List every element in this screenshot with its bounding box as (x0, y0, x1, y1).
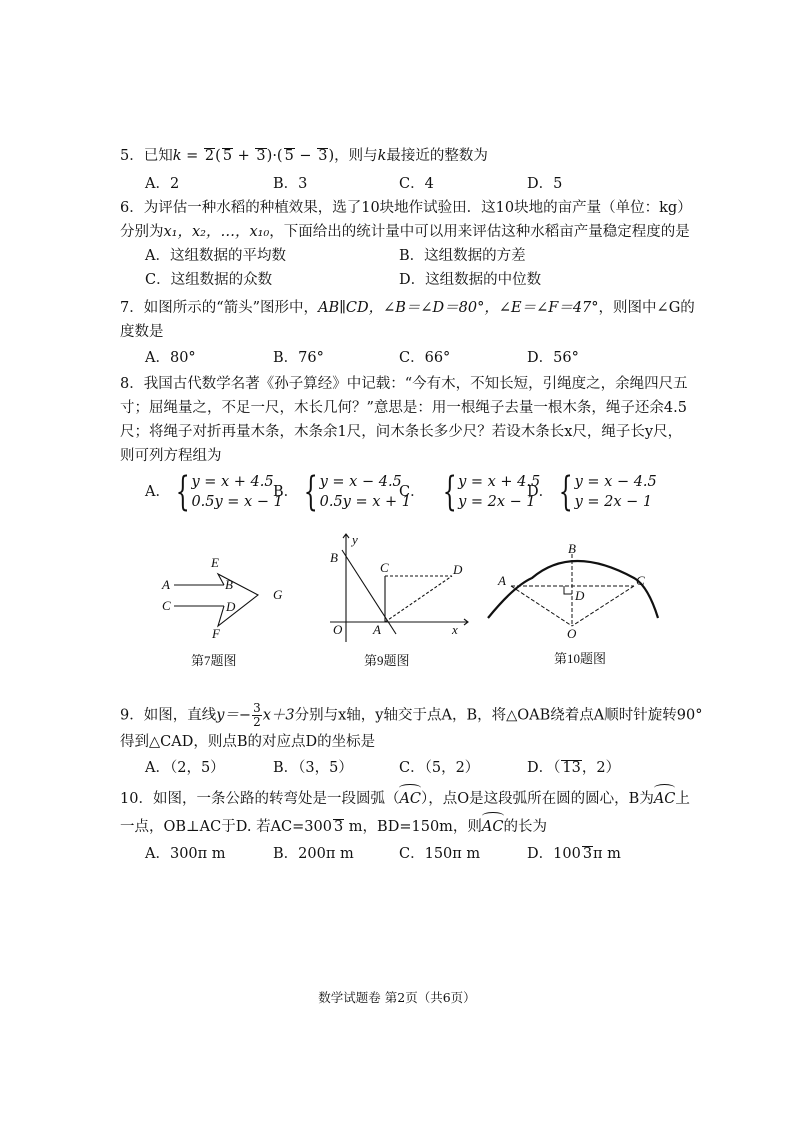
figure-10 (484, 540, 664, 645)
q10-option-b: B．200π m (273, 846, 354, 862)
fig9-label-b: B (330, 550, 338, 565)
q7-option-d: D．56° (527, 350, 579, 366)
fig10-label-o: O (567, 626, 577, 641)
q5-option-c: C．4 (399, 176, 434, 192)
q8-option-a: A． { y = x + 4.5 0.5y = x − 1 (145, 469, 283, 515)
fig10-caption: 第10题图 (554, 651, 607, 666)
fig7-label-d: D (226, 599, 236, 614)
fig9-caption: 第9题图 (364, 653, 410, 668)
fig10-label-b: B (568, 541, 576, 556)
q5-stem: 5．已知k = 2( 5 + 3)·( 5 − 3)，则与k最接近的整数为 (120, 148, 488, 164)
fig10-arc (488, 561, 658, 618)
q6-option-d: D．这组数据的中位数 (399, 272, 542, 288)
q7-option-c: C．66° (399, 350, 451, 366)
q7-option-a: A．80° (145, 350, 196, 366)
fig9-label-d: D (453, 562, 463, 577)
q10-option-d: D．100 3π m (527, 846, 621, 862)
q8-line1: 8．我国古代数学名著《孙子算经》中记载：“今有木，不知长短，引绳度之，余绳四尺五 (120, 376, 688, 392)
fig10-segment-oa (511, 586, 572, 626)
fig7-label-g: G (273, 587, 283, 602)
fig7-label-b: B (225, 577, 233, 592)
fig10-label-a: A (498, 573, 506, 588)
q6-option-a: A．这组数据的平均数 (145, 248, 286, 264)
q8-option-c: C． { y = x + 4.5 y = 2x − 1 (399, 469, 541, 515)
q7-option-b: B．76° (273, 350, 324, 366)
q10-option-c: C．150π m (399, 846, 481, 862)
fig9-label-y: y (352, 532, 358, 547)
fig10-right-angle-mark (564, 586, 572, 594)
q6-option-c: C．这组数据的众数 (145, 272, 273, 288)
q9-option-c: C．（5，2） (399, 760, 480, 776)
fig7-caption: 第7题图 (191, 653, 237, 668)
fig9-label-c: C (380, 560, 389, 575)
q9-line2: 得到△CAD，则点B的对应点D的坐标是 (120, 734, 376, 750)
fig9-segment-ad (385, 576, 452, 622)
page-footer: 数学试题卷 第2页（共6页） (318, 990, 476, 1005)
q8-option-d: D． { y = x − 4.5 y = 2x − 1 (527, 469, 657, 515)
q6-line1: 6．为评估一种水稻的种植效果，选了10块地作试验田．这10块地的亩产量（单位：kg） (120, 200, 692, 216)
fig9-label-o: O (333, 622, 343, 637)
fig7-label-e: E (211, 555, 219, 570)
q10-line1: 10．如图，一条公路的转弯处是一段圆弧（AC），点O是这段弧所在圆的圆心，B为AC上 (120, 786, 690, 809)
q6-line2: 分别为x₁，x₂，…，x₁₀，下面给出的统计量中可以用来评估这种水稻亩产量稳定程度的是 (120, 224, 690, 240)
q8-line3: 尺；将绳子对折再量木条，木条余1尺，问木条长多少尺？若设木条长x尺，绳子长y尺， (120, 424, 683, 440)
q7-line2: 度数是 (120, 324, 164, 340)
fig7-label-a: A (162, 577, 170, 592)
fig9-label-x: x (452, 622, 458, 637)
fig10-label-d: D (575, 588, 585, 603)
q6-option-b: B．这组数据的方差 (399, 248, 526, 264)
q10-option-a: A．300π m (145, 846, 226, 862)
q10-line2: 一点，OB⊥AC于D. 若AC=300 3 m，BD=150m，则AC的长为 (120, 814, 547, 837)
q9-option-d: D．（ 13，2） (527, 760, 621, 776)
q9-option-a: A．（2，5） (145, 760, 225, 776)
q5-option-b: B．3 (273, 176, 308, 192)
fig10-label-c: C (636, 573, 645, 588)
fig7-label-f: F (212, 626, 220, 641)
q9-line1: 9．如图，直线y＝− $\frac{3}{2}$ x＋3分别与x轴，y轴交于点A，B，将△OAB绕着点A顺时针旋转90° (120, 701, 703, 729)
q8-option-b: B． { y = x − 4.5 0.5y = x + 1 (273, 469, 411, 515)
q8-line4: 则可列方程组为 (120, 448, 222, 464)
q5-option-d: D．5 (527, 176, 563, 192)
fig9-label-a: A (373, 622, 381, 637)
figure-9 (322, 530, 472, 645)
q8-line2: 寸；屈绳量之，不足一尺，木长几何？”意思是：用一根绳子去量一根木条，绳子还余4.5 (120, 400, 687, 416)
q5-option-a: A．2 (145, 176, 180, 192)
q7-line1: 7．如图所示的“箭头”图形中，AB∥CD，∠B＝∠D＝80°，∠E＝∠F＝47°，则图中∠G的 (120, 300, 695, 316)
fig7-label-c: C (162, 598, 171, 613)
figure-7 (148, 548, 298, 648)
fig7-arrow-head (218, 574, 258, 626)
q9-option-b: B．（3，5） (273, 760, 353, 776)
